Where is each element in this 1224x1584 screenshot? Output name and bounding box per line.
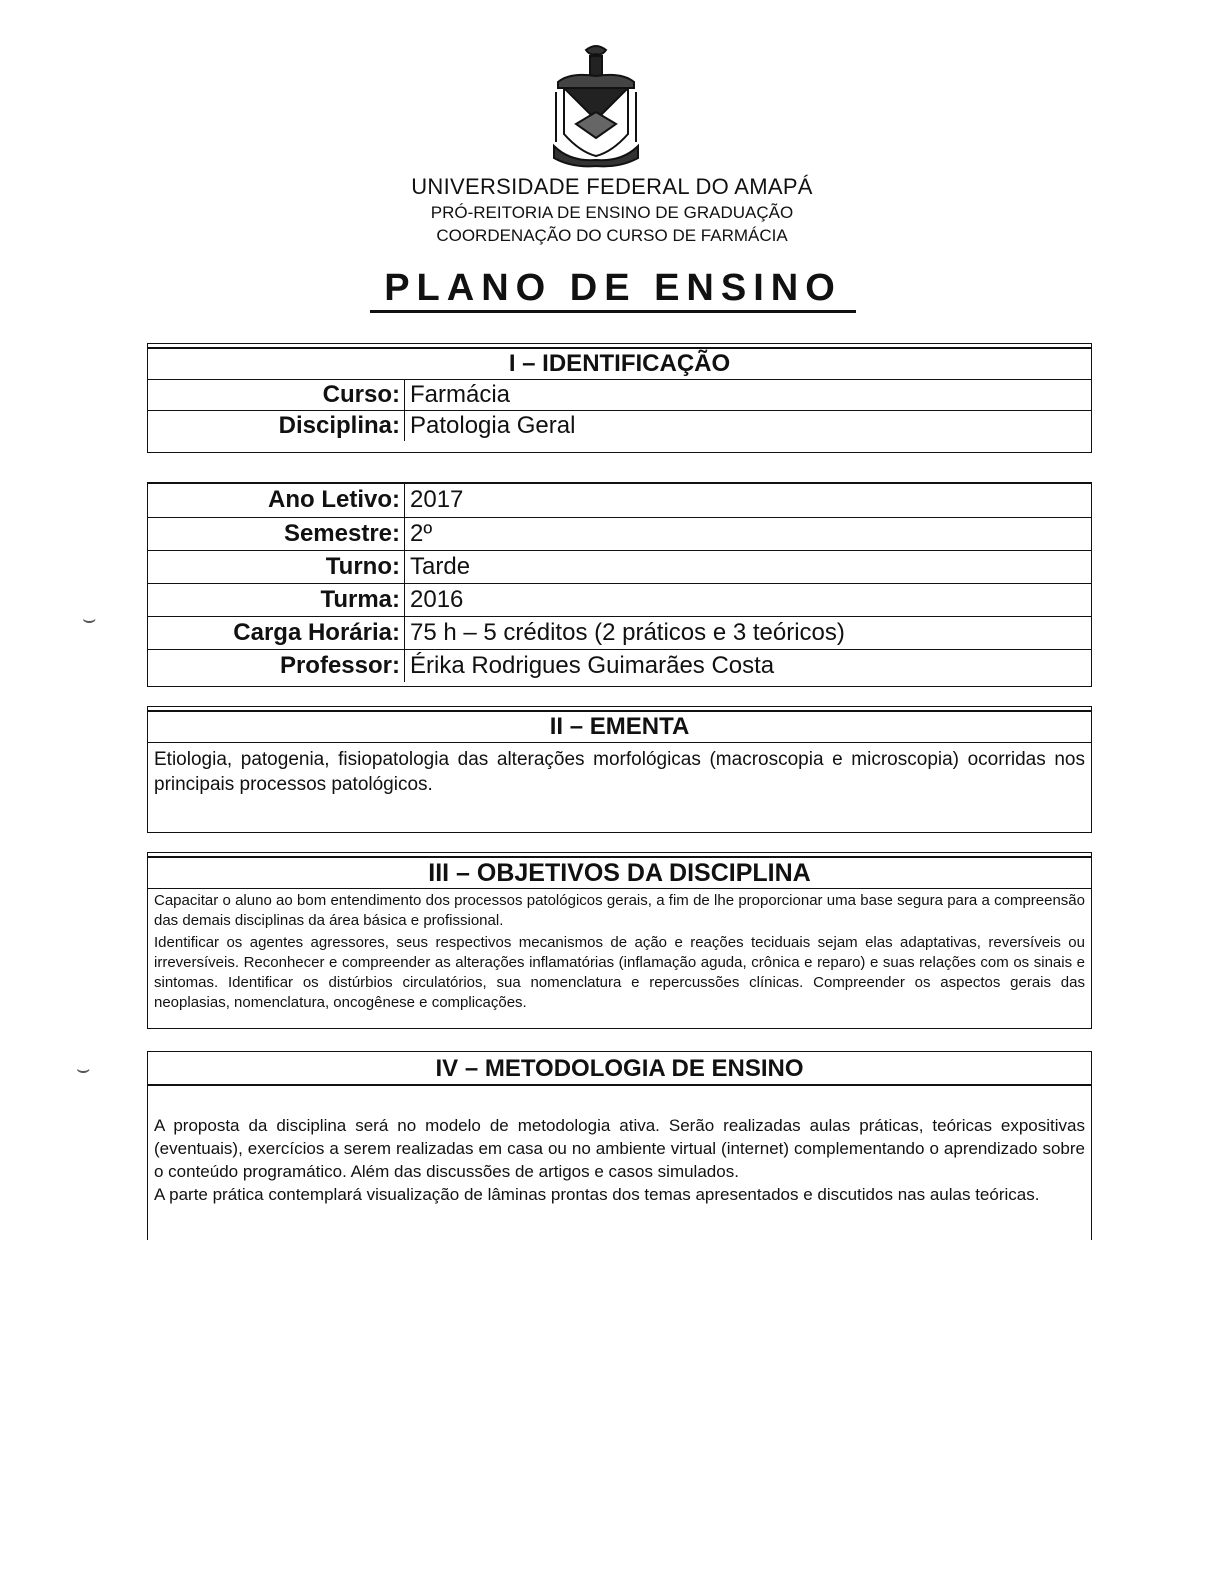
objetivos-paragraph-2: Identificar os agentes agressores, seus respectivos mecanismos de ação e reações teciduais sejam elas adaptativas, reversíveis ou irreversíveis. Reconhecer e compreender as alterações inflamatórias (inflamação aguda, crônica e reparo) e suas relações com os sinais e sintomas. Identificar os distúrbios circulatórios, sua nomenclatura e repercussões clínicas. Compreender os aspectos gerais das neoplasias, nomenclatura, oncogênese e complicações. <box>154 934 1085 1011</box>
turma-value: 2016 <box>405 583 1092 616</box>
objetivos-paragraph-1: Capacitar o aluno ao bom entendimento dos processos patológicos gerais, a fim de lhe proporcionar uma base segura para a compreensão das demais disciplinas da área básica e profissional. <box>154 892 1085 929</box>
table-row <box>148 550 1091 583</box>
ementa-text: Etiologia, patogenia, fisiopatologia das alterações morfológicas (macroscopia e microscopia) ocorridas nos principais processos patológicos. <box>154 749 1085 795</box>
metodologia-paragraph-2: A parte prática contemplará visualização de lâminas prontas dos temas apresentados e discutidos nas aulas teóricas. <box>154 1185 1040 1204</box>
table-row <box>148 380 1091 411</box>
semestre-label: Semestre: <box>148 517 405 550</box>
metodologia-paragraph-1: A proposta da disciplina será no modelo de metodologia ativa. Serão realizadas aulas práticas, teóricas expositivas (eventuais), exercícios a serem realizadas em casa ou no ambiente virtual (internet) complementando o aprendizado sobre o conteúdo programático. Além das discussões de artigos e casos simulados. <box>154 1116 1085 1181</box>
carga-horaria-value: 75 h – 5 créditos (2 práticos e 3 teóricos) <box>405 616 1092 649</box>
curso-label: Curso: <box>148 380 405 411</box>
objetivos-section <box>147 852 1092 1029</box>
carga-horaria-label: Carga Horária: <box>148 616 405 649</box>
identificacao-title: I – IDENTIFICAÇÃO <box>148 347 1091 380</box>
ano-letivo-label: Ano Letivo: <box>148 484 405 517</box>
table-row <box>148 484 1091 517</box>
pro-reitoria: PRÓ-REITORIA DE ENSINO DE GRADUAÇÃO <box>430 203 794 222</box>
margin-mark: ⌣ <box>82 606 97 631</box>
metodologia-title: IV – METODOLOGIA DE ENSINO <box>148 1054 1091 1086</box>
identificacao-table <box>148 380 1091 441</box>
table-row <box>148 583 1091 616</box>
professor-label: Professor: <box>148 649 405 682</box>
identificacao-section <box>147 343 1092 453</box>
objetivos-title: III – OBJETIVOS DA DISCIPLINA <box>148 856 1091 889</box>
turno-label: Turno: <box>148 550 405 583</box>
disciplina-value: Patologia Geral <box>405 411 1092 442</box>
turno-value: Tarde <box>405 550 1092 583</box>
table-row <box>148 616 1091 649</box>
metodologia-section <box>147 1051 1092 1240</box>
university-crest <box>550 42 642 170</box>
disciplina-label: Disciplina: <box>148 411 405 442</box>
table-row <box>148 517 1091 550</box>
coordenacao: COORDENAÇÃO DO CURSO DE FARMÁCIA <box>436 226 788 245</box>
margin-mark: ⌣ <box>76 1056 91 1081</box>
ementa-section <box>147 706 1092 833</box>
turma-label: Turma: <box>148 583 405 616</box>
details-table <box>148 484 1091 682</box>
professor-value: Érika Rodrigues Guimarães Costa <box>405 649 1092 682</box>
table-row <box>148 649 1091 682</box>
details-section <box>147 482 1092 687</box>
semestre-value: 2º <box>405 517 1092 550</box>
curso-value: Farmácia <box>410 381 511 408</box>
ementa-title: II – EMENTA <box>148 710 1091 743</box>
ano-letivo-value: 2017 <box>410 486 464 514</box>
university-name: UNIVERSIDADE FEDERAL DO AMAPÁ <box>411 174 813 199</box>
page-title: PLANO DE ENSINO <box>370 266 856 313</box>
table-row <box>148 411 1091 442</box>
